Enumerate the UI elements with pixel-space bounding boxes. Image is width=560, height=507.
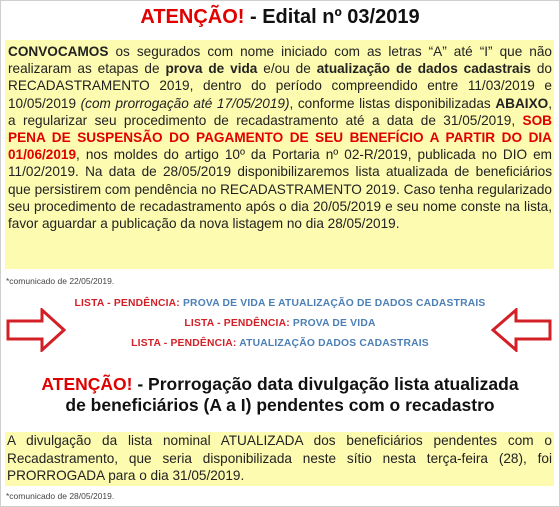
suspension-warning: SOB PENA DE SUSPENSÃO DO PAGAMENTO DE SEU BENEFÍCIO A PARTIR DO DIA 01/06/2019 [8,112,552,163]
notice-paragraph [5,40,554,232]
link-prova-vida[interactable]: PROVA DE VIDA [292,318,376,329]
atualizacao-text: atualização de dados cadastrais [316,61,531,77]
convocamos-text: CONVOCAMOS [8,44,109,59]
page-title [0,6,560,29]
attention-label-2: ATENÇÃO! [41,374,133,394]
notice-text-4: , conforme listas disponibilizadas [289,95,496,111]
pendency-links [0,294,560,354]
communique-date-1: *comunicado de 22/05/2019. [6,276,115,286]
notice-box-main [5,40,554,269]
notice-text-3: do RECADASTRAMENTO 2019, dentro do período compreendido entre 11/03/2019 e 10/05/2019 [8,61,552,111]
extension-title [0,374,560,416]
notice-box-extension [5,432,554,486]
list-item [0,294,560,314]
edital-number: Edital nº 03/2019 [262,6,420,28]
notice-text-1: os segurados com nome iniciado com as letras “A” até “I” que não realizaram as etapas de [8,44,552,77]
extension-paragraph: A divulgação da lista nominal ATUALIZADA dos beneficiários pendentes com o Recadastramento, que seria disponibilizada neste sítio nesta terça-feira (28), foi PRORROGADA para o dia 31/05/2019. [7,433,552,484]
list-item [0,334,560,354]
prorrogacao-text: (com prorrogação até 17/05/2019) [80,95,290,111]
attention-label: ATENÇÃO! [140,6,245,28]
extension-title-line-1 [0,374,560,395]
extension-title-text-1: - Prorrogação data divulgação lista atualizada [132,374,519,394]
abaixo-text: ABAIXO [495,95,549,111]
notice-text-6: , nos moldes do artigo 10º da Portaria nº 02-R/2019, publicada no DIO em 11/02/2019. Na data de 28/05/2019 disponibilizaremos lista atualizada de beneficiários que persistirem com pendência no RECADASTRAMENTO 2019. Caso tenha regularizado seu procedimento de recadastramento após o dia 20/05/2019 e seu nome conste na lista, favor aguardar a publicação da nova listagem no dia 28/05/2019. [8,147,552,232]
list-label: LISTA - PENDÊNCIA: [131,338,240,349]
title-separator: - [244,6,263,28]
list-label: LISTA - PENDÊNCIA: [74,298,183,309]
list-item [0,314,560,334]
notice-text-2: e/ou de [257,61,317,77]
extension-title-text-2: de beneficiários (A a I) pendentes com o recadastro [65,395,495,415]
communique-date-2: *comunicado de 28/05/2019. [6,491,115,501]
notice-text-5: , a regularizar seu procedimento de recadastramento até a data de 31/05/2019, [8,95,553,128]
link-atualizacao-dados[interactable]: ATUALIZAÇÃO DADOS CADASTRAIS [239,338,429,349]
prova-de-vida-text: prova de vida [165,61,258,77]
link-prova-vida-atualizacao[interactable]: PROVA DE VIDA E ATUALIZAÇÃO DE DADOS CADASTRAIS [182,298,486,309]
list-label: LISTA - PENDÊNCIA: [184,318,293,329]
